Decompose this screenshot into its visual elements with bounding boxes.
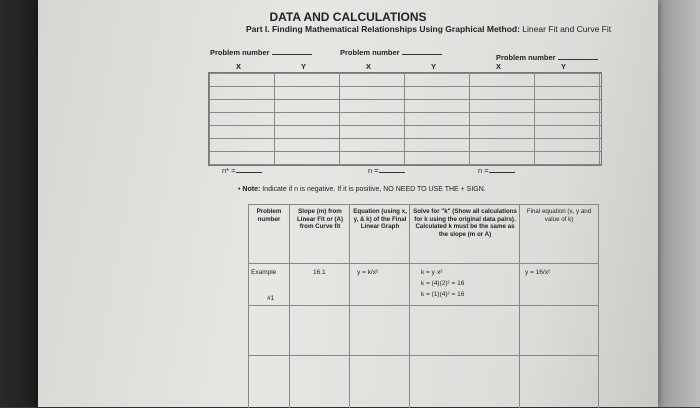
problem-number-label-3: Problem number (496, 53, 598, 62)
col-equation: Equation (using x, y, & k) of the Final Linear Graph (353, 208, 407, 230)
y-header-3: Y (561, 62, 567, 71)
example-label: Example (251, 269, 277, 276)
divider (349, 205, 350, 408)
y-header-1: Y (301, 62, 307, 71)
x-header-2: X (366, 62, 372, 71)
n-label-3: n = (478, 166, 515, 175)
divider (249, 355, 599, 356)
col-slope: Slope (m) from Linear Fit or (A) from Curve fit (296, 208, 344, 230)
n-label-2: n = (368, 166, 405, 175)
example-final-equation: y = 16/x² (525, 269, 551, 276)
example-slope: 16.1 (313, 269, 326, 276)
divider (249, 263, 599, 264)
example-solve-line-1: k = y·x² (421, 269, 443, 276)
row1-label: #1 (267, 295, 275, 302)
divider (519, 205, 520, 408)
problem-number-label-1: Problem number (210, 48, 312, 57)
divider (289, 205, 290, 408)
col-problem-number: Problem number (256, 208, 282, 223)
example-solve-line-2: k = (4)(2)² = 16 (421, 280, 465, 287)
divider (249, 305, 599, 306)
worksheet-title: DATA AND CALCULATIONS (269, 10, 427, 24)
n-label-1: n* = (222, 166, 262, 175)
x-header-1: X (236, 62, 242, 71)
example-solve-line-3: k = (1)(4)² = 16 (421, 291, 465, 298)
part1-heading: Part I. Finding Mathematical Relationships Using Graphical Method: Linear Fit and Curve Fit (246, 24, 612, 34)
y-header-2: Y (431, 62, 437, 71)
part2-table (248, 204, 599, 408)
example-equation: y = k/x² (357, 269, 379, 276)
divider (409, 205, 410, 408)
sign-note: • Note: Indicate if n is negative. If it is positive, NO NEED TO USE THE + SIGN. (238, 186, 486, 193)
col-solve-k: Solve for "k" (Show all calculations for k using the original data pairs). Calculated k must be the same as the slope (m or A) (413, 208, 517, 238)
part1-data-grid (208, 72, 602, 166)
part1-table (208, 48, 600, 178)
col-final-equation: Final equation (x, y and value of k) (526, 208, 592, 223)
x-header-3: X (496, 62, 502, 71)
problem-number-label-2: Problem number (340, 48, 442, 57)
divider (598, 205, 599, 408)
